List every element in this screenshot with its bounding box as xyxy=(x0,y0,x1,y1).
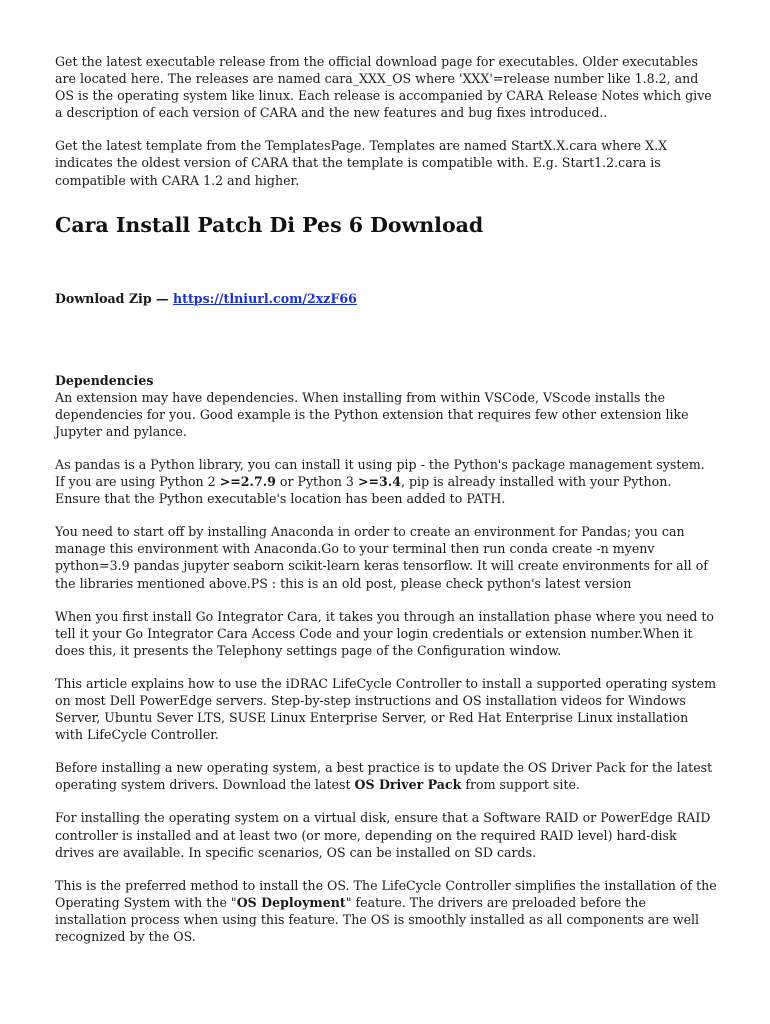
document-page xyxy=(55,53,717,945)
pandas-pip-text-2: or Python 3 xyxy=(275,474,358,490)
driver-pack-text-1: Before installing a new operating system, a best practice is to update the OS Driver Pack for the latest operating system drivers. Download the latest xyxy=(55,760,713,793)
dependencies-heading: Dependencies xyxy=(55,372,154,388)
intro-paragraph-executables: Get the latest executable release from the official download page for executables. Older executables are located here. The releases are named cara_XXX_OS where 'XXX'=release number like 1.8.2, and OS is the operating system like linux. Each release is accompanied by CARA Release Notes which give a description of each version of CARA and the new features and bug fixes introduced.. xyxy=(55,54,712,121)
preferred-method-paragraph xyxy=(55,877,717,945)
preferred-method-text-2: " feature. The drivers are preloaded before the installation process when using this feature. The OS is smoothly installed as all components are well recognized by the OS. xyxy=(55,894,700,944)
python3-version: >=3.4 xyxy=(357,474,401,490)
page-title: Cara Install Patch Di Pes 6 Download xyxy=(55,212,484,237)
os-driver-pack-bold: OS Driver Pack xyxy=(354,777,462,793)
pandas-pip-text-3: , pip is already installed with your Python. Ensure that the Python executable's location has been added to PATH. xyxy=(55,474,672,507)
pandas-pip-text-1: As pandas is a Python library, you can install it using pip - the Python's package management system. If you are using Python 2 xyxy=(55,456,705,490)
virtual-disk-paragraph: For installing the operating system on a virtual disk, ensure that a Software RAID or PowerEdge RAID controller is installed and at least two (or more, depending on the required RAID level) hard-disk drives are available. In specific scenarios, OS can be installed on SD cards. xyxy=(55,810,711,860)
pandas-pip-paragraph xyxy=(55,456,717,507)
intro-paragraph-templates: Get the latest template from the TemplatesPage. Templates are named StartX.X.cara where X.X indicates the oldest version of CARA that the template is compatible with. E.g. Start1.2.cara is compatible with CARA 1.2 and higher. xyxy=(55,138,668,188)
dependencies-paragraph: An extension may have dependencies. When installing from within VSCode, VScode installs the dependencies for you. Good example is the Python extension that requires few other extension like Jupyter and pylance. xyxy=(55,389,689,439)
anaconda-paragraph: You need to start off by installing Anaconda in order to create an environment for Pandas; you can manage this environment with Anaconda.Go to your terminal then run conda create -n myenv python=3.9 pandas jupyter seaborn scikit-learn keras tensorflow. It will create environments for all of the libraries mentioned above.PS : this is an old post, please check python's latest version xyxy=(55,524,708,591)
preferred-method-text-1: This is the preferred method to install the OS. The LifeCycle Controller simplifies the installation of the Operating System with the " xyxy=(55,877,717,910)
python2-version: >=2.7.9 xyxy=(219,474,276,490)
idrac-intro-paragraph: This article explains how to use the iDRAC LifeCycle Controller to install a supported operating system on most Dell PowerEdge servers. Step-by-step instructions and OS installation videos for Windows Server, Ubuntu Sever LTS, SUSE Linux Enterprise Server, or Red Hat Enterprise Linux installation with LifeCycle Controller. xyxy=(55,675,717,743)
download-link[interactable]: https://tlniurl.com/2xzF66 xyxy=(173,290,357,306)
os-deployment-bold: OS Deployment xyxy=(236,894,346,910)
download-label: Download Zip — xyxy=(55,290,173,306)
driver-pack-paragraph xyxy=(55,759,717,793)
download-line xyxy=(55,290,717,307)
go-integrator-paragraph: When you first install Go Integrator Cara, it takes you through an installation phase where you need to tell it your Go Integrator Cara Access Code and your login credentials or extension number.When it does this, it presents the Telephony settings page of the Configuration window. xyxy=(55,608,714,658)
driver-pack-text-2: from support site. xyxy=(461,777,580,793)
